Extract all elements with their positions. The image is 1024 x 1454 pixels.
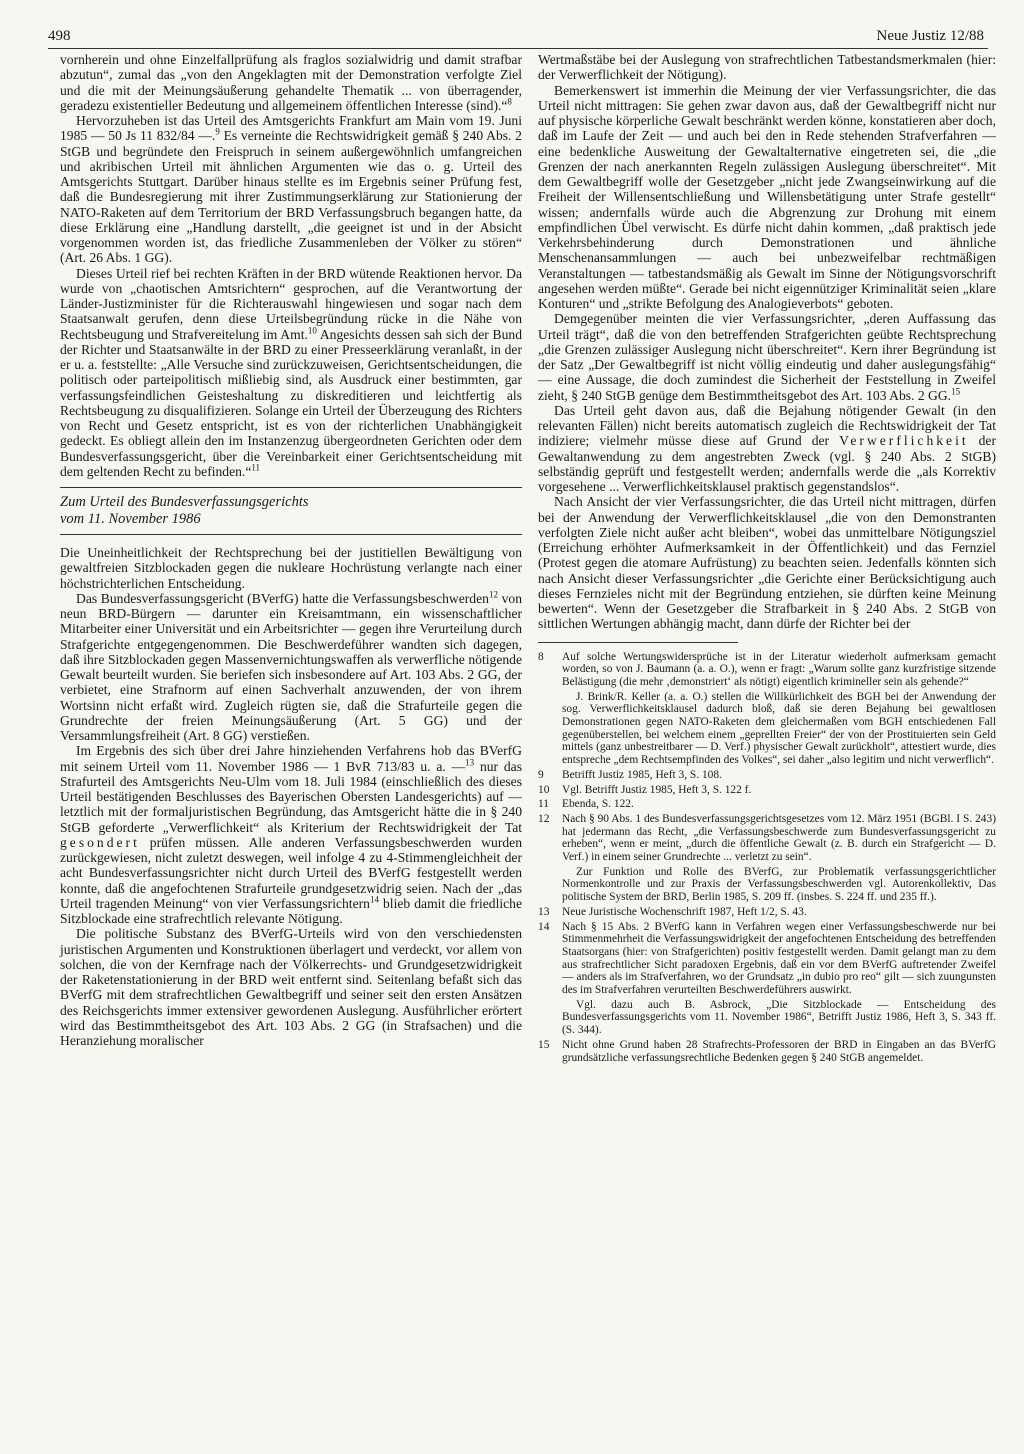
page-number: 498 [48, 28, 71, 44]
footnote-ref[interactable]: 13 [465, 756, 475, 767]
footnote: 15 Nicht ohne Grund haben 28 Strafrechts-Professoren der BRD in Eingaben an das BVerfG grundsätzliche verfassungsrechtliche Bedenken gegen § 240 StGB angemeldet. [538, 1038, 996, 1064]
paragraph: Das Urteil geht davon aus, daß die Bejahung nötigender Gewalt (in den relevanten Fällen) nicht bereits automatisch zugleich die Rechtswidrigkeit der Tat indiziere; vielmehr müsse diese auf Grund der Verwerflichkeit der Gewaltanwendung zu dem angestrebten Zweck (vgl. § 240 Abs. 2 StGB) selbständig geprüft und festgestellt werden; andernfalls werde die „als Korrektiv vorgesehene ... Verwerflichkeitsklausel praktisch gegenstandslos“. [538, 402, 996, 494]
footnote-ref[interactable]: 8 [507, 96, 512, 107]
footnote-continuation: J. Brink/R. Keller (a. a. O.) stellen die Willkürlichkeit des BGH bei der Anwendung der sog. Verwerflichkeitsklausel dadurch bloß, daß sie deren Bejahung bei gewaltlosen Demonstrationen gegen NATO-Raketen dem gleichermaßen vom BGH entschiedenen Fall gegenüberstellen, bei welchem einem „geprellten Freier“ der von der Prostituierten sein Geld mittels (ganz unbestreitbarer — D. Verf.) physischer Gewalt zurückholt“, attestiert wurde, dies entspreche „dem Rechtsempfinden des Volkes“, sei daher „also legitim und nicht verwerflich“. [562, 690, 996, 767]
journal-title: Neue Justiz 12/88 [876, 28, 984, 44]
spaced-emphasis: Verwerflichkeit [839, 433, 969, 449]
paragraph: Wertmaßstäbe bei der Auslegung von strafrechtlichen Tatbestandsmerkmalen (hier: der Verwerflichkeit der Nötigung). [538, 52, 996, 83]
footnote: 9 Betrifft Justiz 1985, Heft 3, S. 108. [538, 768, 722, 781]
footnote-ref[interactable]: 15 [951, 385, 961, 396]
spaced-emphasis: gesondert [60, 834, 140, 850]
paragraph: Die politische Substanz des BVerfG-Urteils wird von den verschiedensten juristischen Argumenten und Konstruktionen überlagert und verdeckt, vor allem von solchen, die von der Kernfrage nach der Völkerrechts- und Grundgesetzwidrigkeit der Raketenstationierung in der BRD weit entfernt sind. Seitenlang befaßt sich das BVerfG mit dem strafrechtlichen Gewaltbegriff und seiner seit den ersten Ansätzen des Reichsgerichts immer extensiver gewordenen Auslegung. Ausführlicher erörtert wird das Bestimmtheitsgebot des Art. 103 Abs. 2 GG (in Strafsachen) und die Heranziehung moralischer [60, 926, 522, 1048]
footnote-ref[interactable]: 12 [488, 589, 498, 600]
section-heading: Zum Urteil des Bundesverfassungsgerichts vom 11. November 1986 [60, 494, 309, 527]
footnote-rule [538, 642, 738, 643]
paragraph: Bemerkenswert ist immerhin die Meinung der vier Verfassungsrichter, die das Urteil nicht mittragen: Sie gehen zwar davon aus, daß der Gewaltbegriff nicht nur auf physische körperliche Gewalt beschränkt werden könne, konstatieren aber doch, daß im Laufe der Zeit — und auch bei den in Rede stehenden Strafverfahren — eine bedenkliche Ausweitung der Gewaltalternative eingetreten sei, die „die Grenzen der nach anerkannten Regeln zulässigen Auslegung überschreitet“. Mit dem Gewaltbegriff wolle der Gesetzgeber „nicht jede Zwangseinwirkung auf die Freiheit der Willensentschließung und Willensbetätigung unter Strafe gestellt“ wissen; andernfalls würde auch die Abgrenzung zur Drohung mit einem empfindlichen Übel verwischt. Es dürfe nicht dahin kommen, „daß praktisch jede Verkehrsbehinderung durch Demonstrationen und ähnliche Menschenansammlungen — auch bei unbezweifelbar rechtmäßigen Veranstaltungen — tatbestandsmäßig als Gewalt im Sinne der Nötigungsvorschrift angesehen werden müßte“. Gerade bei nicht eigennütziger Kriminalität seien „klare Konturen“ und „strikte Befolgung des Analogieverbots“ geboten. [538, 82, 996, 311]
section-rule [60, 487, 522, 488]
footnotes [538, 651, 996, 1065]
footnote-ref[interactable]: 14 [369, 894, 379, 905]
footnote: 10 Vgl. Betrifft Justiz 1985, Heft 3, S. 122 f. [538, 783, 752, 796]
paragraph: vornherein und ohne Einzelfallprüfung als fraglos sozialwidrig und damit strafbar abzutun“, zumal das „von den Angeklagten mit der Demonstration verfolgte Ziel und die mit der Meinungsäußerung gehandelte Thematik ... von überragender, geradezu existentieller Bedeutung und allgemeinem öffentlichen Interesse (sind).“$^8$ [60, 52, 522, 113]
left-column [60, 52, 522, 1048]
paragraph: Demgegenüber meinten die vier Verfassungsrichter, „deren Auffassung das Urteil trägt“, daß die von den betreffenden Strafgerichten geübte Rechtsprechung „die Grenzen zulässiger Auslegung nicht überschreitet“. Kern ihrer Begründung ist der Satz „Der Gewaltbegriff ist nicht völlig eindeutig und daher auslegungsfähig“ — eine Aussage, die doch zumindest die Sicherheit der Feststellung in Zweifel zieht, § 240 StGB genüge dem Bestimmtheitsgebot des Art. 103 Abs. 2 GG.$^{15}$ [538, 311, 996, 403]
footnote-ref[interactable]: 11 [251, 462, 261, 473]
right-column [538, 52, 996, 1066]
paragraph: Dieses Urteil rief bei rechten Kräften in der BRD wütende Reaktionen hervor. Da wurde von „chaotischen Amtsrichtern“ gesprochen, auf die Verantwortung der Länder-Justizminister für die Richterauswahl hingewiesen und sogar nach dem Staatsanwalt gerufen, denn diese Urteilsbegründung rücke in die Nähe von Rechtsbeugung und Strafvereitelung im Amt.$^{10}$ Angesichts dessen sah sich der Bund der Richter und Staatsanwälte in der BRD zu einer Presseerklärung veranlaßt, in der er u. a. feststellte: „Alle Versuche sind zurückzuweisen, Gerichtsentscheidungen, die politisch oder parteipolitisch mißliebig sind, als Ausdruck einer bestimmten, gar verfassungsfeindlichen Geisteshaltung zu diskreditieren und leichtfertig als Rechtsbeugung zu disqualifizieren. Solange ein Urteil der Überzeugung des Richters von Recht und Gesetz entspricht, ist es von der richterlichen Unabhängigkeit gedeckt. Es obliegt allein den im Instanzenzug übergeordneten Gerichten oder dem Bundesverfassungsgericht, über die Vereinbarkeit einer Gerichtsentscheidung mit dem geltenden Recht zu befinden.“$^{11}$ [60, 265, 522, 479]
paragraph: Im Ergebnis des sich über drei Jahre hinziehenden Verfahrens hob das BVerfG mit seinem Urteil vom 11. November 1986 — 1 BvR 713/83 u. a. —$^{13}$ nur das Strafurteil des Amtsgerichts Neu-Ulm vom 18. Juli 1984 (einschließlich des dieses Urteil bestätigenden Beschlusses des Bayerischen Obersten Landesgerichts) auf — letztlich mit der formaljuristischen Begründung, das Amtsgericht hätte die in § 240 StGB geforderte „Verwerflichkeit“ als Kriterium der Rechtswidrigkeit der Tat gesondert prüfen müssen. Alle anderen Verfassungsbeschwerden wurden zurückgewiesen, nicht zuletzt deswegen, weil infolge 4 zu 4-Stimmengleichheit der acht Bundesverfassungsrichter nicht durch Urteil des BVerfG festgestellt werden konnte, daß die angefochtenen Strafurteile grundgesetzwidrig seien. Nach der „das Urteil tragenden Meinung“ von vier Verfassungsrichtern$^{14}$ blieb damit die friedliche Sitzblockade eine strafrechtlich relevante Nötigung. [60, 743, 523, 926]
paragraph: Hervorzuheben ist das Urteil des Amtsgerichts Frankfurt am Main vom 19. Juni 1985 — 50 Js 11 832/84 —.$^9$ Es verneinte die Rechtswidrigkeit gemäß § 240 Abs. 2 StGB und begründete den Freispruch in seinem außergewöhnlich umfangreichen und akribischen Urteil mit ähnlichen Argumenten wie das o. g. Urteil des Amtsgerichts Stuttgart. Darüber hinaus stellte es im Ergebnis seiner Prüfung fest, daß die Bundesregierung mit ihrer Zustimmungserklärung zur Stationierung der NATO-Raketen auf dem Territorium der BRD Verfassungsbruch begangen hatte, da diese Erklärung eine „Handlung darstellt, „die geeignet ist und in der Absicht vorgenommen worden ist, das friedliche Zusammenleben der Völker zu stören“ (Art. 26 Abs. 1 GG). [60, 113, 522, 266]
footnote-continuation: Zur Funktion und Rolle des BVerfG, zur Problematik verfassungsgerichtlicher Normenkontrolle und zur Praxis der Verfassungsbeschwerden vgl. Autorenkollektiv, Das politische System der BRD, Berlin 1985, S. 209 ff. (insbes. S. 224 ff. und 235 ff.). [562, 865, 996, 904]
footnote: 11 Ebenda, S. 122. [538, 798, 634, 811]
paragraph: Die Uneinheitlichkeit der Rechtsprechung bei der justitiellen Bewältigung von gewaltfreien Sitzblockaden gegen die nukleare Hochrüstung verlangte nach einer höchstrichterlichen Entscheidung. [60, 545, 522, 591]
footnote: 14 Nach § 15 Abs. 2 BVerfG kann in Verfahren wegen einer Verfassungsbeschwerde nur bei Stimmenmehrheit die Verfassungswidrigkeit der angefochtenen Entscheidung des betreffenden Staatsorgans (hier: von Strafgerichten) positiv festgestellt werden. Damit gelangt man zu dem aus strafrechtlicher Sicht paradoxen Ergebnis, daß ein vor dem BVerfG auftretender Zweifel — anders als im Strafverfahren, wo der Grundsatz „in dubio pro reo“ gilt — sich zuungunsten des im Strafverfahren verurteilten Beschwerdeführers auswirkt. [538, 920, 996, 997]
header-rule [48, 48, 988, 49]
section-rule [60, 534, 522, 535]
paragraph: Das Bundesverfassungsgericht (BVerfG) hatte die Verfassungsbeschwerden$^{12}$ von neun BRD-Bürgern — darunter ein Kreisamtmann, ein wissenschaftlicher Mitarbeiter einer Universität und ein Arbeitsrichter — gegen ihre Verurteilung durch Strafgerichte entgegengenommen. Die Beschwerdeführer wandten sich dagegen, daß ihre Sitzblockaden gegen Massenvernichtungswaffen als verwerfliche nötigende Gewalt beurteilt wurden. Sie beriefen sich insbesondere auf Art. 103 Abs. 2 GG, der verbietet, eine Strafnorm auf einen Sachverhalt anzuwenden, der von ihrem Wortsinn nicht erfaßt wird. Zugleich rügten sie, daß die Strafurteile gegen die Grundrechte der freien Meinungsäußerung (Art. 5 GG) und der Versammlungsfreiheit (Art. 8 GG) verstießen. [60, 589, 522, 743]
paragraph: Nach Ansicht der vier Verfassungsrichter, die das Urteil nicht mittragen, dürfen bei der Anwendung der Verwerflichkeitsklausel „die von den Demonstranten verfolgten Ziele nicht außer acht bleiben“, wobei das unmittelbare Nötigungsziel (Erreichung erhöhter Aufmerksamkeit in der Öffentlichkeit) und das Fernziel (Protest gegen die atomare Aufrüstung) zu beachten seien. Jedenfalls könnten sich nach Ansicht dieser Verfassungsrichter „die Gerichte einer Berücksichtigung auch dieses Fernzieles nicht mit der Begründung entziehen, sie dürften keine Meinung bewerten“. Wenn der Gesetzgeber die Strafbarkeit in § 240 Abs. 2 StGB von sittlichen Wertungen abhängig macht, dann dürfe der Richter bei der [538, 494, 996, 632]
footnote: 13 Neue Juristische Wochenschrift 1987, Heft 1/2, S. 43. [538, 905, 807, 918]
footnote: 8 Auf solche Wertungswidersprüche ist in der Literatur wiederholt aufmerksam gemacht worden, so von J. Baumann (a. a. O.), wenn er fragt: „Warum sollte ganz kurzfristige sitzende Belästigung (die mehr ‚demonstriert‘ als nötigt) eigentlich krimineller sein als gehende?“ [538, 650, 996, 688]
footnote-ref[interactable]: 9 [215, 126, 220, 137]
footnote-continuation: Vgl. dazu auch B. Asbrock, „Die Sitzblockade — Entscheidung des Bundesverfassungsgerichts vom 11. November 1986“, Betrifft Justiz 1986, Heft 3, S. 343 ff. (S. 344). [562, 998, 996, 1037]
footnote-ref[interactable]: 10 [307, 324, 317, 335]
footnote: 12 Nach § 90 Abs. 1 des Bundesverfassungsgerichtsgesetzes vom 12. März 1951 (BGBl. I S. 243) hat jedermann das Recht, „die Verfassungsbeschwerde zum Bundesverfassungsgericht zu erheben“, wenn er meint, „durch die öffentliche Gewalt (z. B. durch ein Strafgericht — D. Verf.) in einem seiner Grundrechte ... verletzt zu sein“. [538, 812, 996, 864]
